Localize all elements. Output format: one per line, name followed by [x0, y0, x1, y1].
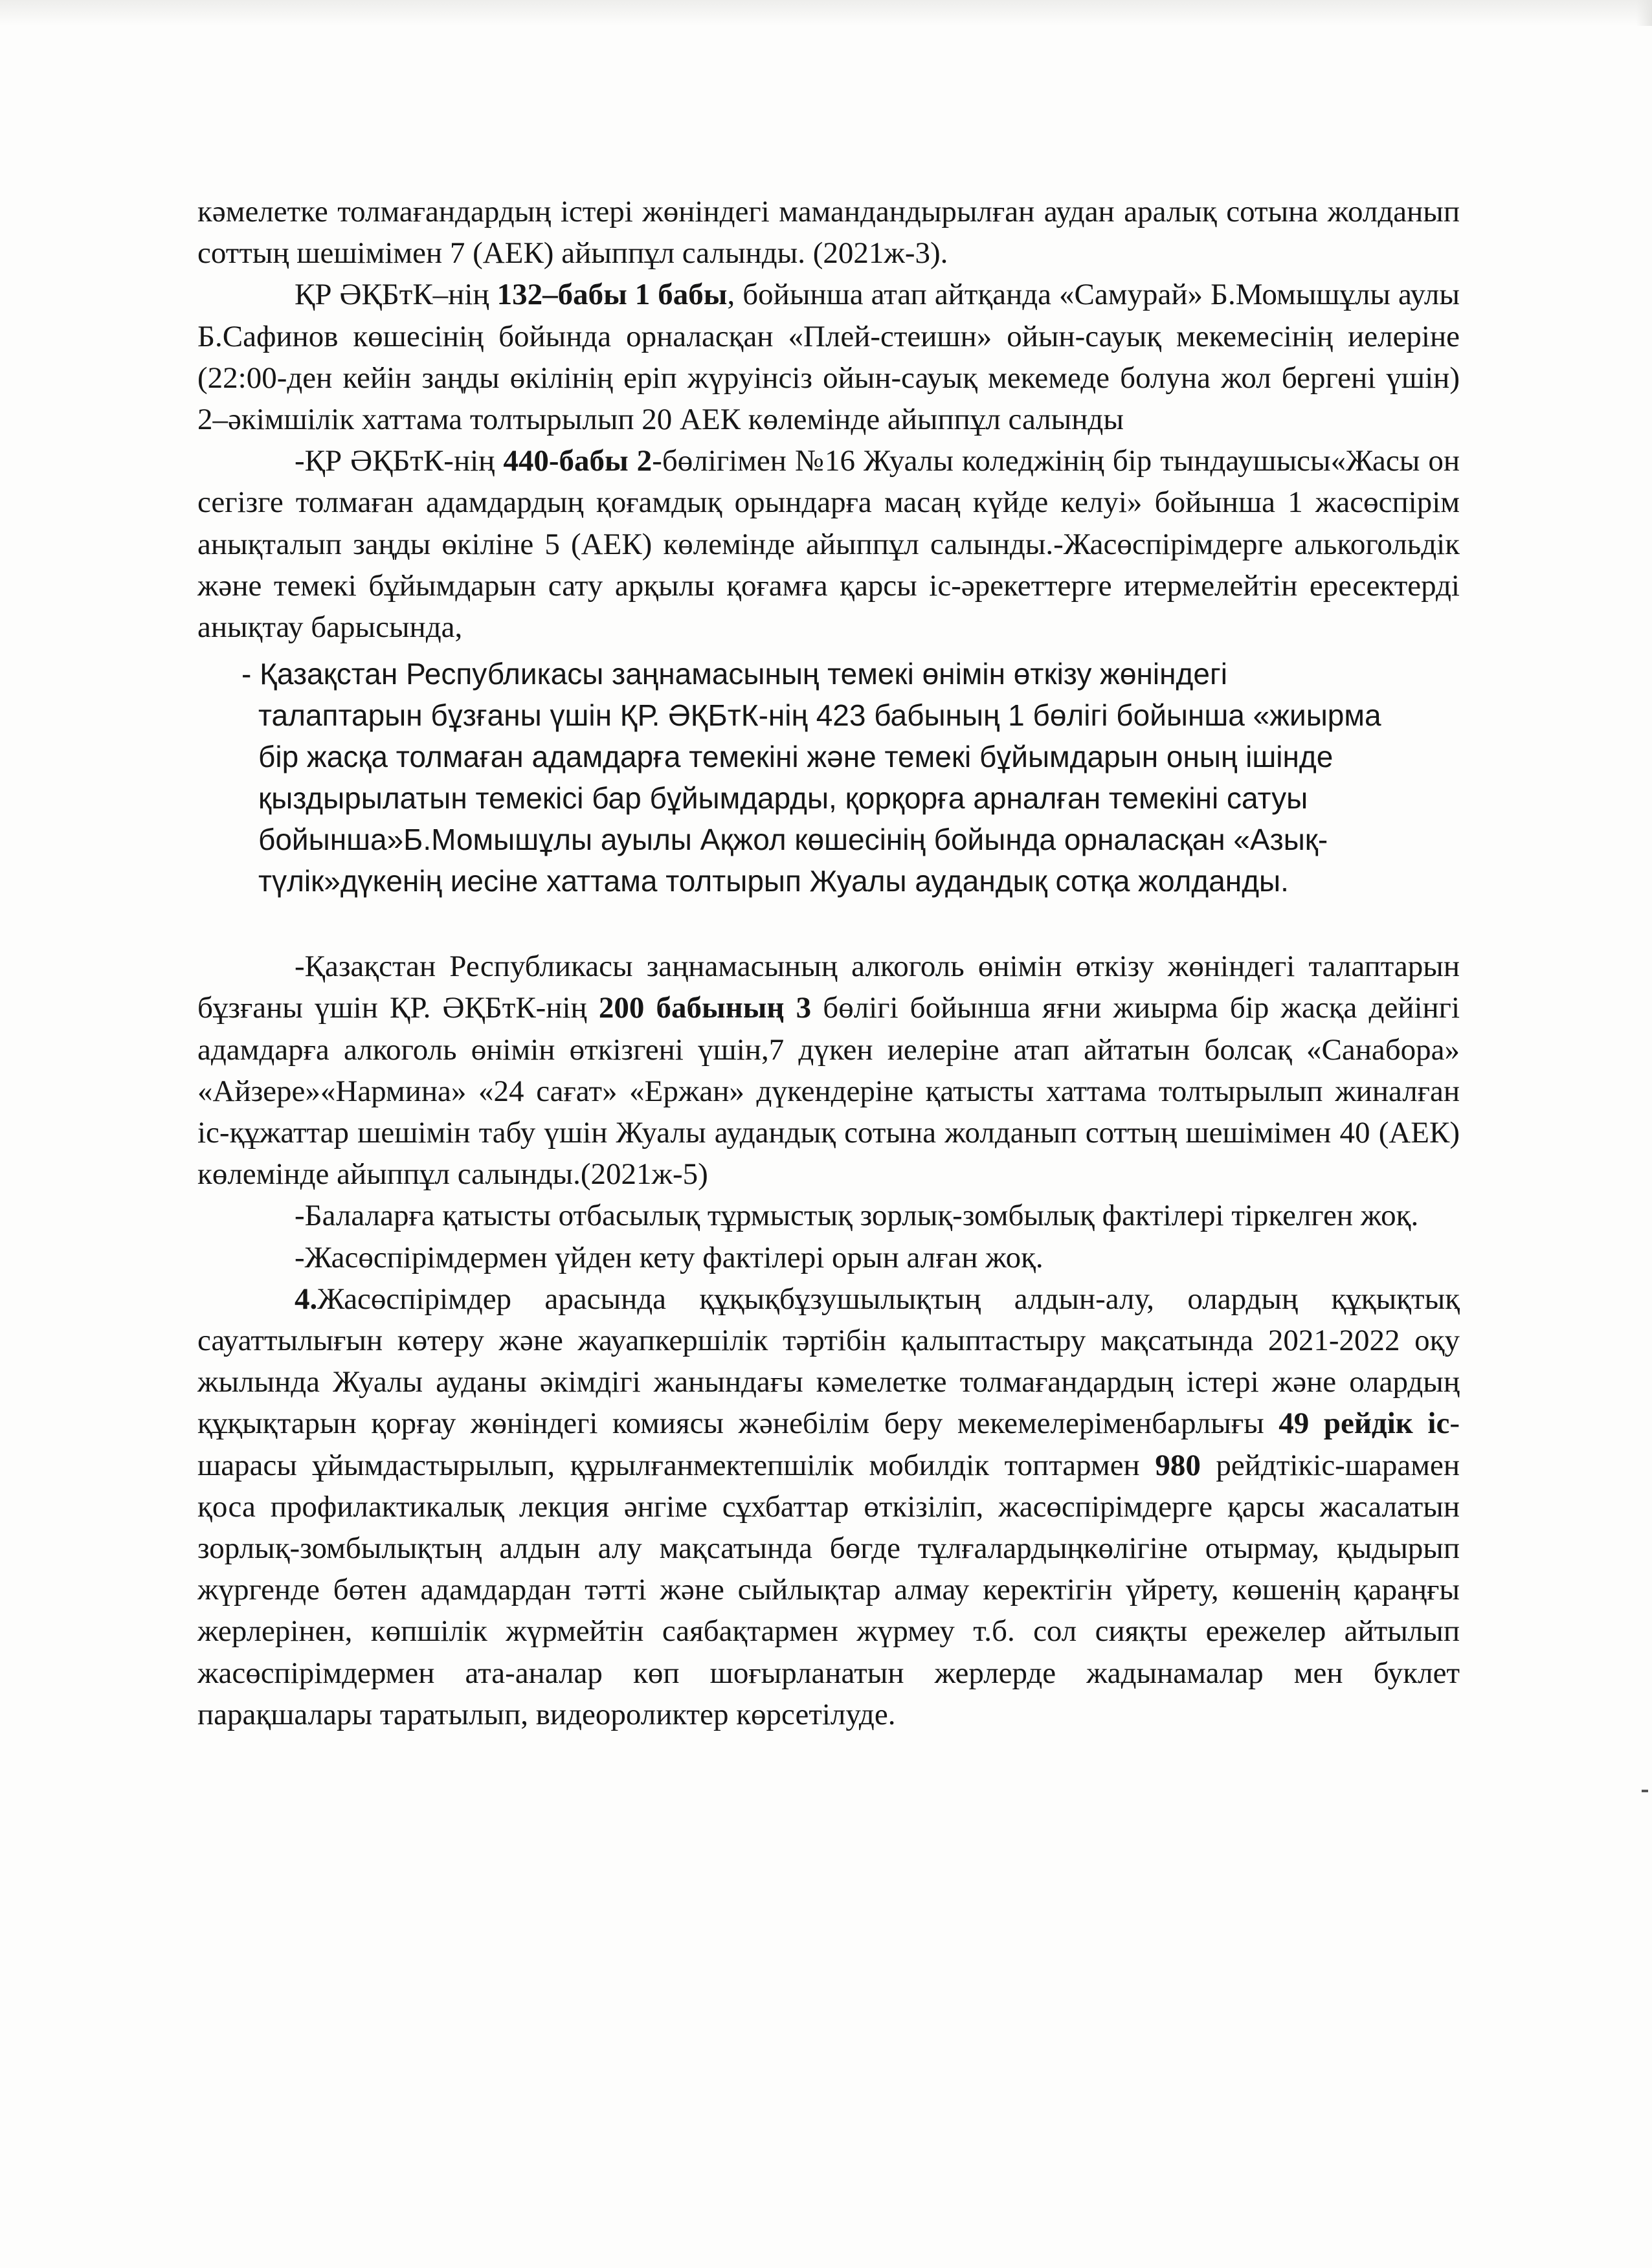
paragraph-prevention — [197, 1278, 1460, 1735]
paragraph-text: -Қазақстан Республикасы заңнамасының алкоголь өнімін өткізу жөніндегі талаптарын бұзғаны үшін ҚР. ӘҚБтК-нің — [197, 950, 1460, 1025]
paragraph-text: бөлігі бойынша яғни жиырма бір жасқа дейінгі адамдарға алкоголь өнімін өткізгені үшін,7 дүкен иелеріне атап айтатын болсақ «Санабора» «Айзере»«Нармина» «24 сағат» «Ержан» дүкендеріне қатысты хаттама толтырылып жиналған іс-құжаттар шешімін табу үшін Жуалы аудандық сотына жолданып соттың шешімімен 40 (АЕК) көлемінде айыппұл салынды.(2021ж-5) — [197, 991, 1460, 1192]
paragraph-text: Жасөспірімдер арасында құқықбұзушылықтың алдын-алу, олардың құқықтық сауаттылығын көтеру және жауапкершілік тәртібін қалыптастыру мақсатында 2021-2022 оқу жылында Жуалы ауданы әкімдігі жанындағы кәмелетке толмағандардың істері және олардың құқықтарын қорғау жөніндегі комиясы жәнебілім беру мекемелеріменбарлығы — [197, 1282, 1460, 1441]
scan-edge-corner — [1636, 0, 1652, 26]
bold-article-ref: 132–бабы 1 бабы — [497, 278, 728, 312]
paragraph-court-fines: кәмелетке толмағандардың істері жөніндегі мамандандырылған аудан аралық сотына жолданып соттың шешімімен 7 (АЕК) айыппұл салынды. (2021ж-3). — [197, 195, 1460, 271]
paragraph-runaways: -Жасөспірімдермен үйден кету фактілері орын алған жоқ. — [295, 1240, 1044, 1274]
scan-mark — [1642, 1790, 1648, 1792]
list-tobacco-violation — [197, 653, 1460, 902]
paragraph-domestic-violence: -Балаларға қатысты отбасылық тұрмыстық зорлық-зомбылық фактілері тіркелген жоқ. — [295, 1199, 1419, 1233]
scan-edge-top — [0, 0, 1652, 26]
bold-article-ref: 200 бабының 3 — [598, 991, 812, 1025]
bold-raid-count: 49 рейдік іс — [1264, 1406, 1450, 1441]
paragraph-article-132 — [197, 274, 1460, 440]
bold-mobile-raid-count: 980 — [1155, 1448, 1201, 1482]
document-body — [197, 191, 1460, 1735]
paragraph-text: , бойынша атап айтқанда «Самурай» Б.Момышұлы аулы Б.Сафинов көшесінің бойында орналасқан «Плей-стеишн» ойын-сауық мекемесінің иелеріне (22:00-ден кейін заңды өкілінің еріп жүруінсіз ойын-сауық мекемеде болуна жол бергені үшін) 2–әкімшілік хаттама толтырылып 20 АЕК көлемінде айыппұл салынды — [197, 278, 1460, 437]
bold-section-number: 4. — [295, 1282, 318, 1316]
paragraph-text: -бөлігімен №16 Жуалы коледжінің бір тындаушысы«Жасы он сегізге толмаған адамдардың қоғамдық орындарға масаң күйде келуі» бойынша 1 жасөспірім анықталып заңды өкіліне 5 (АЕК) көлемінде айыппұл салынды.-Жасөспірімдерге алькогольдік және темекі бұйымдарын сату арқылы қоғамға қарсы іс-әрекеттерге итермелейтін ересектерді анықтау барысында, — [197, 444, 1460, 645]
paragraph-text: рейдтікіс-шарамен қоса профилактикалық лекция әнгіме сұхбаттар өткізіліп, жасөспірімдерге қарсы жасалатын зорлық-зомбылықтың алдын алу мақсатында бөгде тұлғалардыңкөлігіне отырмау, қыдырып жүргенде бөтен адамдардан тәтті және сыйлықтар алмау керектігін үйрету, көшенің қараңғы жерлерінен, көпшілік жүрмейтін саябақтармен жүрмеу т.б. сол сияқты ережелер айтылып жасөспірімдермен ата-аналар көп шоғырланатын жерлерде жадынамалар мен буклет парақшалары таратылып, видеороликтер көрсетілуде. — [197, 1448, 1460, 1731]
paragraph-article-440 — [197, 440, 1460, 648]
paragraph-text: -ҚР ӘҚБтК-нің — [295, 444, 504, 478]
bold-article-ref: 440-бабы 2 — [503, 444, 653, 478]
paragraph-article-200 — [197, 946, 1460, 1195]
paragraph-text: -шарасы ұйымдастырылып, құрылғанмектепшілік мобилдік топтармен — [197, 1406, 1460, 1482]
paragraph-text: ҚР ӘҚБтК–нің — [295, 278, 497, 312]
list-item: - Қазақстан Республикасы заңнамасының темекі өнімін өткізу жөніндегі талаптарын бұзғаны үшін ҚР. ӘҚБтК-нің 423 бабының 1 бөлігі бойынша «жиырма бір жасқа толмаған адамдарға темекіні және темекі бұйымдарын оның ішінде қыздырылатын темекісі бар бұйымдарды, қорқорға арналған темекіні сатуы бойынша»Б.Момышұлы ауылы Ақжол көшесінің бойында орналасқан «Азық-түлік»дүкенің иесіне хаттама толтырып Жуалы аудандық сотқа жолданды. — [241, 657, 1381, 898]
